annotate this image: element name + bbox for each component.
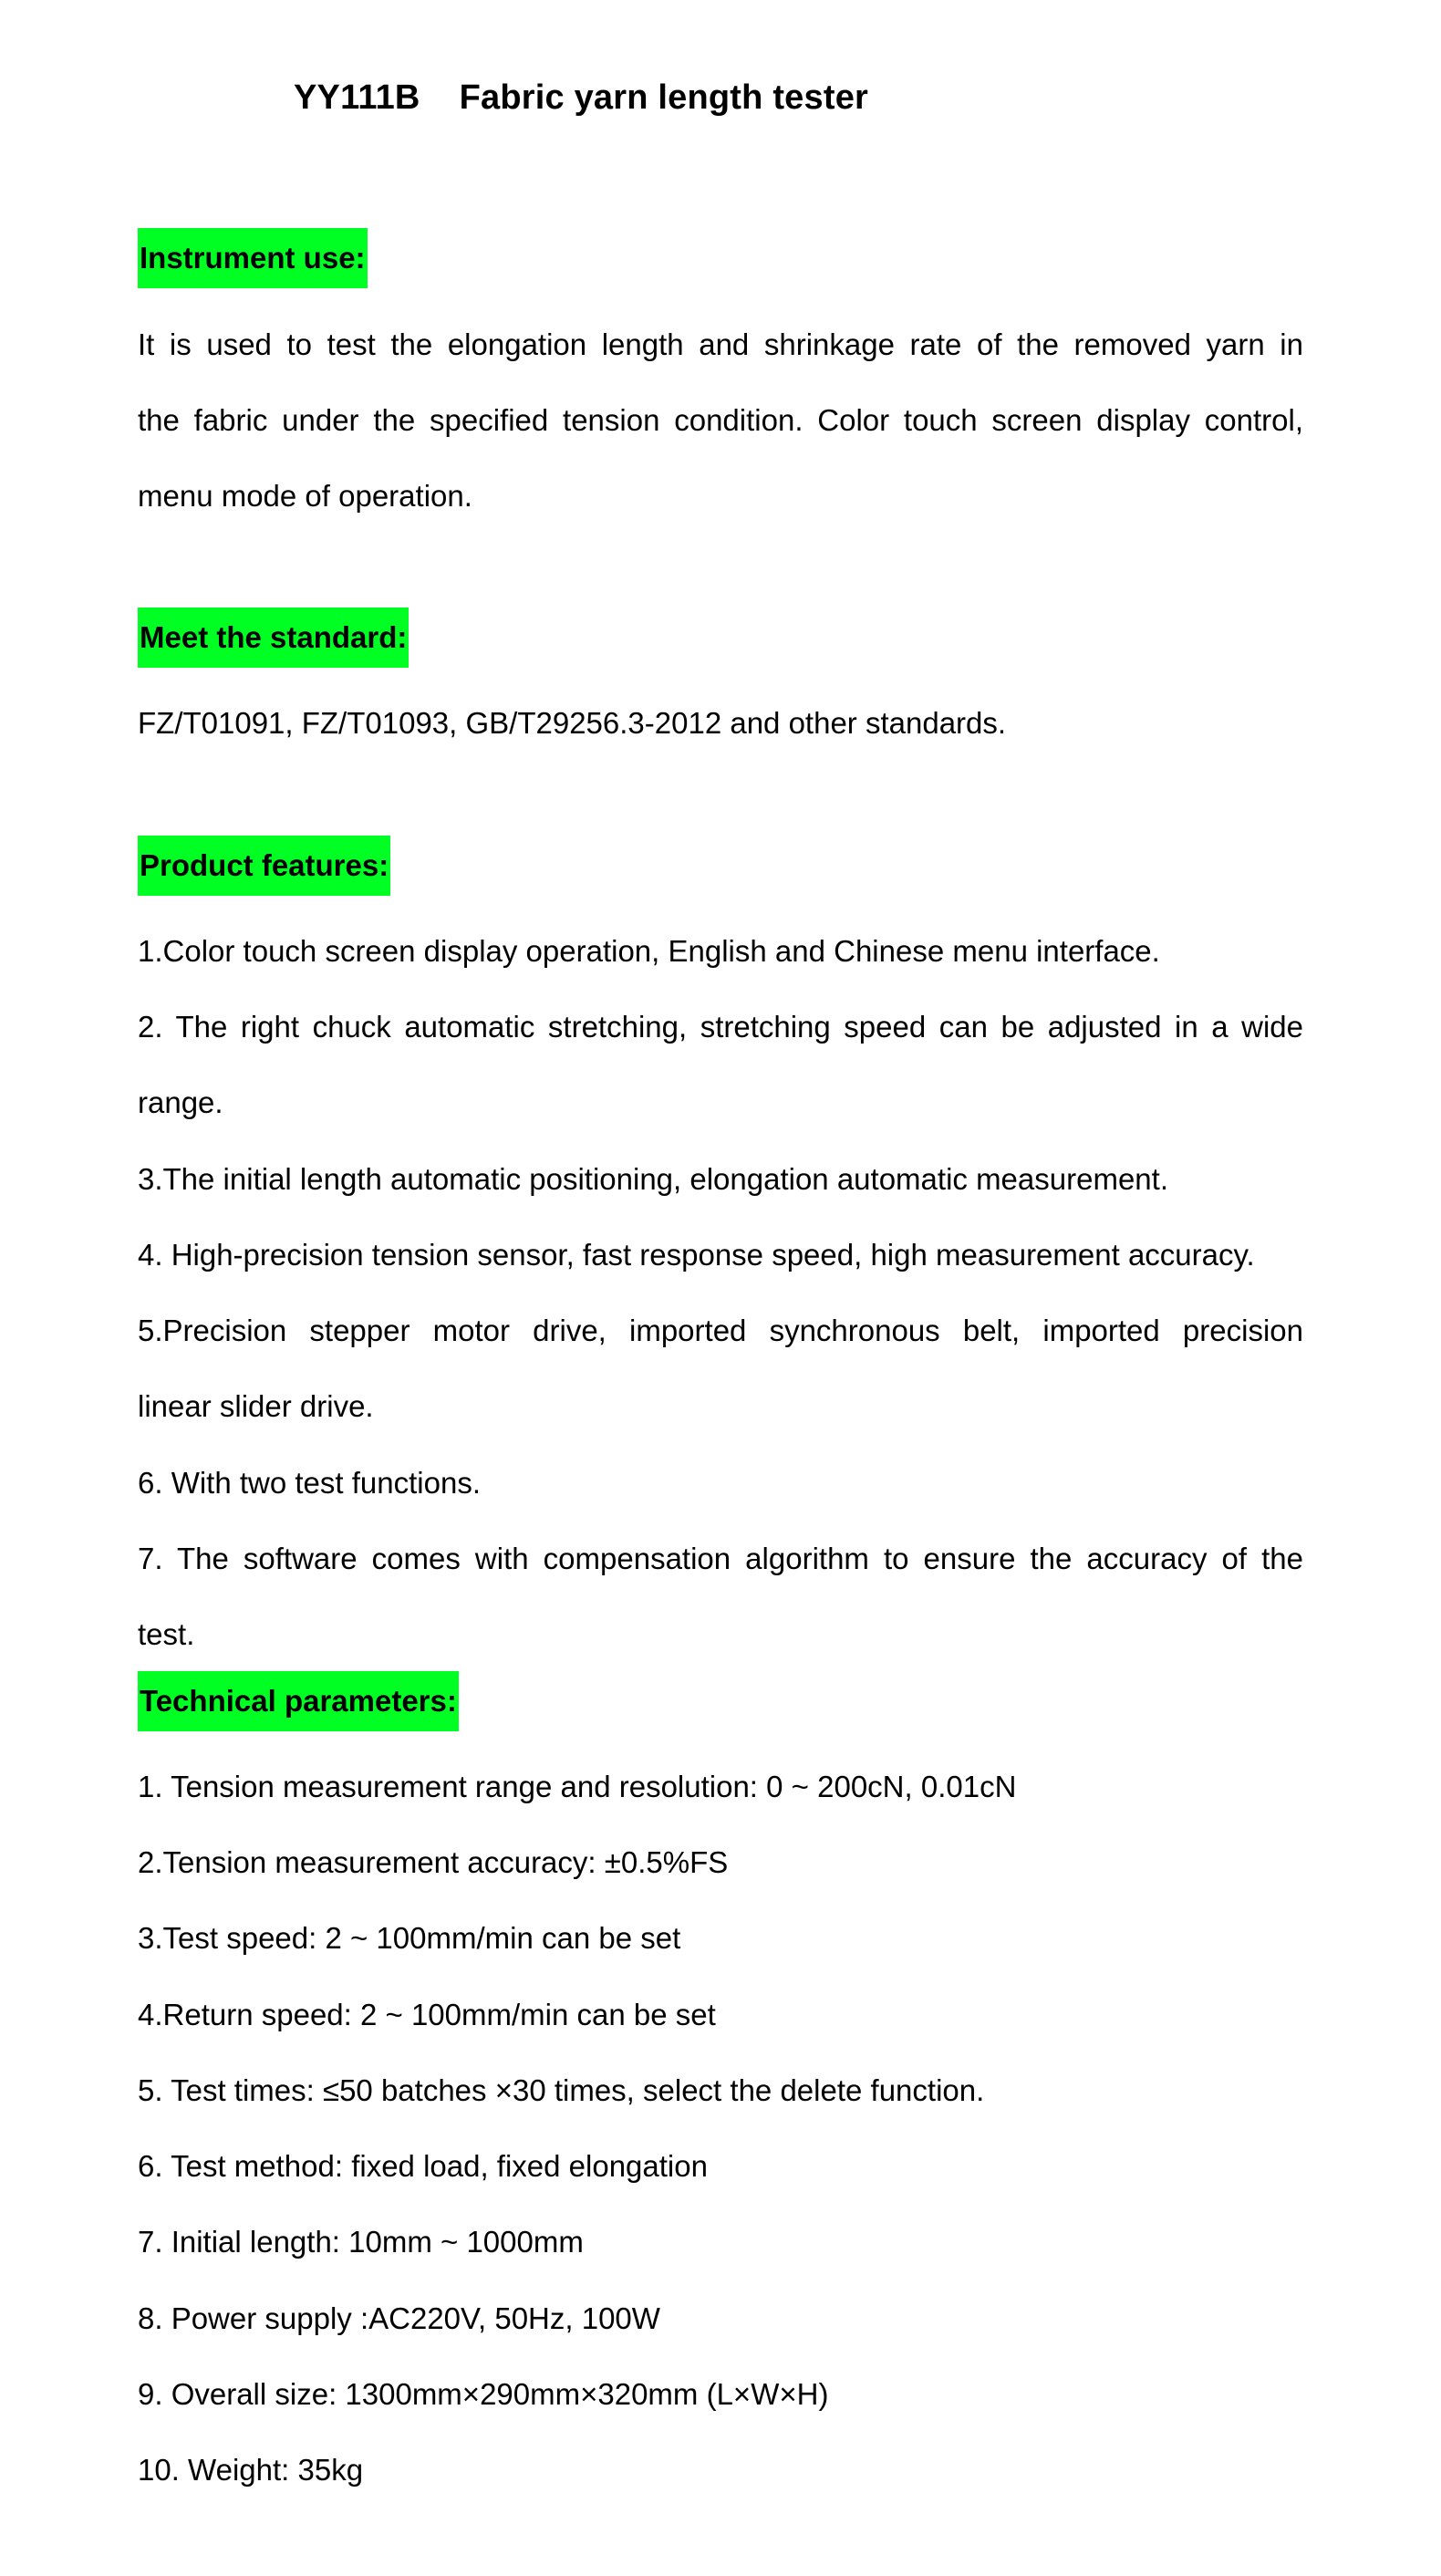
heading-instrument-use: Instrument use: — [138, 228, 368, 288]
use-line-3: menu mode of operation. — [138, 479, 472, 513]
param-line-9: 9. Overall size: 1300mm×290mm×320mm (L×W×H) — [138, 2377, 829, 2411]
param-line-1: 1. Tension measurement range and resolution: 0 ~ 200cN, 0.01cN — [138, 1770, 1017, 1803]
param-line-8: 8. Power supply :AC220V, 50Hz, 100W — [138, 2301, 660, 2335]
feature-line-3: range. — [138, 1085, 223, 1119]
param-line-10: 10. Weight: 35kg — [138, 2453, 364, 2487]
feature-line-1: 1.Color touch screen display operation, English and Chinese menu interface. — [138, 934, 1160, 968]
param-line-6: 6. Test method: fixed load, fixed elongation — [138, 2149, 708, 2183]
param-line-7: 7. Initial length: 10mm ~ 1000mm — [138, 2225, 584, 2259]
standard-line-1: FZ/T01091, FZ/T01093, GB/T29256.3-2012 and other standards. — [138, 706, 1007, 740]
feature-line-9: 7. The software comes with compensation algorithm to ensure the accuracy of the — [138, 1542, 1303, 1575]
heading-technical-parameters: Technical parameters: — [138, 1671, 459, 1731]
use-line-1: It is used to test the elongation length and shrinkage rate of the removed yarn in — [138, 327, 1303, 361]
feature-line-5: 4. High-precision tension sensor, fast response speed, high measurement accuracy. — [138, 1238, 1255, 1272]
heading-meet-standard: Meet the standard: — [138, 608, 409, 668]
feature-line-4: 3.The initial length automatic positioning, elongation automatic measurement. — [138, 1162, 1168, 1196]
param-line-5: 5. Test times: ≤50 batches ×30 times, select the delete function. — [138, 2073, 985, 2107]
heading-product-features: Product features: — [138, 836, 390, 896]
use-line-2: the fabric under the specified tension condition. Color touch screen display control, — [138, 403, 1303, 437]
feature-line-6: 5.Precision stepper motor drive, imported synchronous belt, imported precision — [138, 1314, 1303, 1347]
document-title: YY111B Fabric yarn length tester — [294, 78, 869, 117]
feature-line-8: 6. With two test functions. — [138, 1466, 481, 1500]
param-line-2: 2.Tension measurement accuracy: ±0.5%FS — [138, 1845, 729, 1879]
feature-line-2: 2. The right chuck automatic stretching, stretching speed can be adjusted in a wide — [138, 1010, 1303, 1044]
param-line-3: 3.Test speed: 2 ~ 100mm/min can be set — [138, 1921, 681, 1955]
feature-line-10: test. — [138, 1617, 195, 1651]
feature-line-7: linear slider drive. — [138, 1389, 374, 1423]
param-line-4: 4.Return speed: 2 ~ 100mm/min can be set — [138, 1998, 716, 2031]
